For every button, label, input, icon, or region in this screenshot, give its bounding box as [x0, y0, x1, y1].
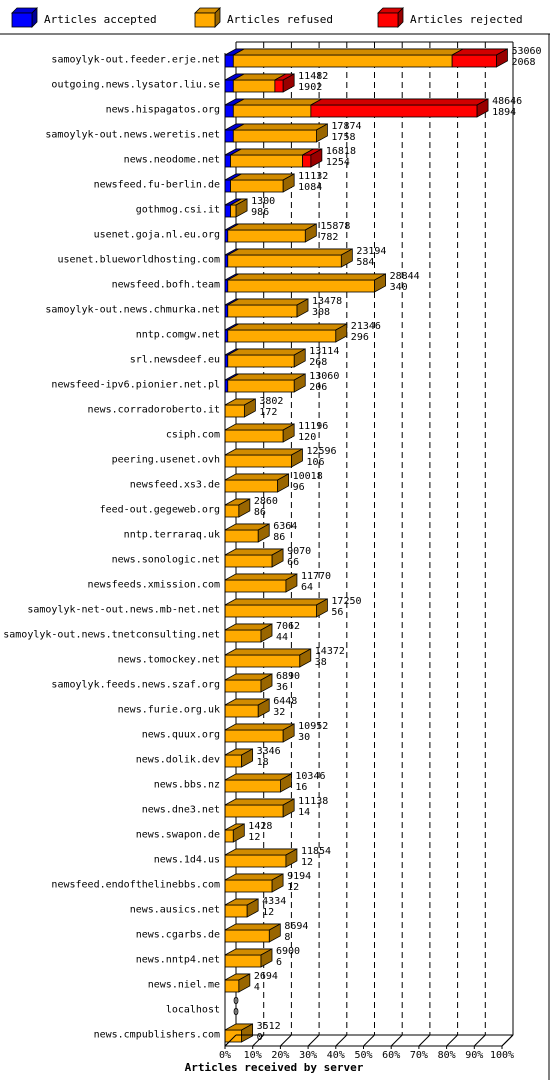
x-tick-label: 10%	[243, 1050, 262, 1061]
value-secondary: 1254	[325, 157, 350, 168]
refused-segment	[231, 155, 303, 167]
value-total: 28844	[389, 271, 420, 282]
value-total: 8694	[284, 921, 309, 932]
bar-row	[124, 146, 356, 168]
value-total: 14372	[314, 646, 345, 657]
value-secondary: 296	[350, 332, 369, 343]
x-tick-label: 20%	[271, 1050, 290, 1061]
refused-segment	[228, 355, 294, 367]
server-label: peering.usenet.ovh	[111, 454, 220, 466]
value-secondary: 16	[295, 782, 308, 793]
bar-row	[142, 721, 329, 743]
value-secondary: 1902	[298, 82, 323, 93]
server-label: nntp.comgw.net	[135, 329, 220, 341]
refused-segment	[231, 205, 237, 217]
refused-segment	[228, 330, 336, 342]
value-total: 2860	[253, 496, 278, 507]
refused-segment-top	[225, 849, 297, 855]
value-total: 16818	[325, 146, 356, 157]
value-total: 2694	[253, 971, 278, 982]
axis-corner-right	[502, 1035, 513, 1046]
bar-row	[130, 896, 287, 918]
server-label: nntp.terraraq.uk	[123, 529, 220, 541]
value-total: 10952	[298, 721, 329, 732]
value-total: 48646	[492, 96, 523, 107]
refused-segment	[225, 930, 269, 942]
refused-segment-top	[228, 324, 347, 330]
rejected-segment	[311, 105, 477, 117]
refused-segment-top	[233, 124, 327, 130]
value-secondary: 1894	[492, 107, 517, 118]
server-label: samoylyk-out.news.tnetconsulting.net	[3, 629, 220, 641]
server-label: srl.newsdeef.eu	[129, 354, 220, 366]
refused-segment	[225, 705, 258, 717]
refused-segment	[233, 55, 452, 67]
refused-segment	[228, 255, 342, 267]
refused-segment-top	[228, 249, 353, 255]
rejected-segment	[452, 55, 496, 67]
refused-segment-top	[228, 299, 308, 305]
refused-segment	[233, 105, 311, 117]
refused-segment	[225, 455, 291, 467]
bar-row	[106, 96, 523, 118]
bar-row	[94, 171, 329, 193]
refused-segment	[225, 980, 239, 992]
value-total: 23194	[356, 246, 387, 257]
refused-segment-top	[228, 274, 386, 280]
x-tick-label: 50%	[354, 1050, 373, 1061]
server-label: news.cmpublishers.com	[93, 1029, 220, 1041]
value-total: 9070	[287, 546, 312, 557]
refused-segment-top	[233, 99, 322, 105]
refused-segment	[225, 405, 244, 417]
bar-row	[148, 971, 278, 993]
refused-segment-top	[225, 799, 294, 805]
value-total: 0	[233, 996, 240, 1007]
refused-segment	[225, 680, 261, 692]
value-secondary: 172	[259, 407, 278, 418]
bar-row	[118, 646, 345, 668]
server-label: samoylyk.feeds.news.szaf.org	[51, 679, 220, 691]
value-total: 21346	[350, 321, 381, 332]
value-total: 6890	[276, 671, 301, 682]
bar-row	[136, 821, 273, 843]
value-secondary: 0	[256, 1032, 263, 1043]
value-secondary: 4	[253, 982, 260, 993]
value-secondary: 66	[287, 557, 300, 568]
bar-row	[136, 946, 300, 968]
value-secondary: 206	[309, 382, 328, 393]
x-tick-label: 30%	[299, 1050, 318, 1061]
chart-bars	[3, 46, 541, 1043]
bar-row	[130, 346, 340, 368]
value-secondary: 64	[300, 582, 313, 593]
floor-tick	[391, 1035, 402, 1046]
bar-row	[57, 246, 386, 268]
value-secondary: 0	[233, 1007, 240, 1018]
value-secondary: 86	[273, 532, 286, 543]
accepted-segment	[225, 180, 231, 192]
bar-row	[88, 396, 284, 418]
refused-segment-top	[225, 574, 297, 580]
refused-segment	[228, 380, 294, 392]
rejected-segment-top	[311, 99, 488, 105]
bar-row	[94, 1021, 281, 1043]
x-tick-label: 90%	[465, 1050, 484, 1061]
bar-row	[94, 221, 351, 243]
legend-label: Articles accepted	[44, 13, 157, 26]
refused-segment	[225, 630, 261, 642]
value-total: 3512	[256, 1021, 281, 1032]
server-label: news.swapon.de	[135, 829, 220, 841]
value-secondary: 986	[251, 207, 270, 218]
refused-segment	[225, 1030, 242, 1042]
bar-row	[51, 871, 311, 893]
value-secondary: 12	[248, 832, 261, 843]
value-secondary: 86	[253, 507, 266, 518]
chart-legend	[12, 8, 523, 27]
refused-segment-top	[233, 49, 463, 55]
legend-swatch	[195, 13, 215, 27]
server-label: news.dolik.dev	[135, 754, 220, 766]
bar-row	[3, 621, 300, 643]
x-axis-label: Articles received by server	[184, 1061, 364, 1074]
refused-segment-top	[231, 149, 314, 155]
value-secondary: 340	[389, 282, 408, 293]
server-label: gothmog.csi.it	[135, 204, 220, 216]
floor-tick	[280, 1035, 291, 1046]
bar-row	[154, 771, 326, 793]
refused-segment	[228, 305, 297, 317]
floor-tick	[364, 1035, 375, 1046]
server-label: samoylyk-out.news.chmurka.net	[45, 304, 220, 316]
bar-row	[136, 321, 381, 343]
refused-segment	[225, 605, 316, 617]
value-secondary: 8	[284, 932, 291, 943]
x-tick-label: 60%	[382, 1050, 401, 1061]
value-total: 12596	[306, 446, 337, 457]
value-secondary: 32	[273, 707, 286, 718]
bar-row	[166, 996, 239, 1018]
value-secondary: 1084	[298, 182, 323, 193]
bar-row	[166, 421, 328, 443]
bar-row	[118, 696, 298, 718]
value-secondary: 584	[356, 257, 375, 268]
floor-tick	[447, 1035, 458, 1046]
refused-segment	[225, 530, 258, 542]
server-label: news.bbs.nz	[153, 779, 220, 791]
server-label: news.dne3.net	[141, 804, 220, 816]
legend-label: Articles rejected	[410, 13, 523, 26]
refused-segment	[225, 780, 280, 792]
value-total: 4334	[262, 896, 287, 907]
bar-row	[112, 446, 337, 468]
value-secondary: 30	[298, 732, 311, 743]
floor-tick	[419, 1035, 430, 1046]
refused-segment	[228, 230, 306, 242]
refused-segment	[225, 730, 283, 742]
value-total: 6448	[273, 696, 298, 707]
value-total: 6900	[276, 946, 301, 957]
legend-swatch	[378, 13, 398, 27]
refused-segment-top	[228, 224, 317, 230]
refused-segment	[225, 755, 242, 767]
value-total: 11854	[300, 846, 332, 857]
bar-row	[124, 521, 298, 543]
value-total: 11196	[298, 421, 329, 432]
refused-segment-top	[225, 599, 327, 605]
value-secondary: 106	[306, 457, 325, 468]
x-tick-label: 40%	[326, 1050, 345, 1061]
value-secondary: 56	[331, 607, 344, 618]
value-total: 7062	[276, 621, 301, 632]
value-total: 10018	[292, 471, 323, 482]
value-total: 17874	[331, 121, 362, 132]
bar-row	[88, 571, 332, 593]
refused-segment	[233, 80, 275, 92]
server-label: usenet.goja.nl.eu.org	[93, 229, 220, 241]
refused-segment	[225, 480, 278, 492]
floor-tick	[308, 1035, 319, 1046]
value-total: 53060	[511, 46, 542, 57]
value-secondary: 2068	[511, 57, 536, 68]
value-secondary: 12	[300, 857, 313, 868]
accepted-segment	[225, 80, 233, 92]
refused-segment-top	[228, 374, 305, 380]
value-secondary: 12	[287, 882, 300, 893]
bar-row	[100, 496, 278, 518]
accepted-segment	[225, 105, 233, 117]
value-total: 3802	[259, 396, 284, 407]
bar-row	[51, 46, 541, 68]
value-secondary: 14	[298, 807, 311, 818]
floor-tick	[474, 1035, 485, 1046]
value-total: 6364	[273, 521, 298, 532]
server-label: news.ausics.net	[129, 904, 220, 916]
value-total: 15878	[320, 221, 351, 232]
server-label: news.hispagatos.org	[105, 104, 220, 116]
accepted-segment	[225, 205, 231, 217]
x-tick-label: 70%	[409, 1050, 428, 1061]
value-total: 11132	[298, 171, 329, 182]
server-label: news.furie.org.uk	[117, 704, 220, 716]
refused-segment	[225, 655, 300, 667]
accepted-segment	[225, 130, 233, 142]
server-label: samoylyk-net-out.news.mb-net.net	[27, 604, 220, 616]
bar-row	[51, 671, 300, 693]
server-label: newsfeed.xs3.de	[129, 479, 220, 491]
bar-row	[130, 471, 323, 493]
server-label: news.1d4.us	[153, 854, 220, 866]
refused-segment	[225, 905, 247, 917]
server-label: samoylyk-out.news.weretis.net	[45, 129, 220, 141]
server-label: news.sonologic.net	[111, 554, 220, 566]
value-total: 11138	[298, 796, 329, 807]
refused-segment	[225, 555, 272, 567]
value-secondary: 44	[276, 632, 289, 643]
bar-row	[136, 921, 309, 943]
value-secondary: 120	[298, 432, 317, 443]
bar-row	[142, 796, 329, 818]
refused-segment	[228, 280, 375, 292]
refused-segment-top	[225, 724, 294, 730]
server-label: feed-out.gegeweb.org	[99, 504, 220, 516]
server-label: news.cgarbs.de	[135, 929, 220, 941]
server-label: localhost	[165, 1004, 220, 1016]
value-total: 13060	[309, 371, 340, 382]
value-total: 17250	[331, 596, 362, 607]
value-secondary: 308	[312, 307, 331, 318]
bar-row	[112, 546, 312, 568]
refused-segment	[231, 180, 284, 192]
value-total: 13478	[312, 296, 343, 307]
bar-row	[27, 596, 361, 618]
rejected-segment	[275, 80, 283, 92]
bar-row	[136, 196, 275, 218]
server-label: newsfeed.endofthelinebbs.com	[51, 879, 220, 891]
server-label: outgoing.news.lysator.liu.se	[51, 79, 220, 91]
server-label: newsfeeds.xmission.com	[87, 579, 220, 591]
value-total: 1300	[251, 196, 276, 207]
refused-segment	[225, 855, 286, 867]
value-total: 1428	[248, 821, 273, 832]
value-secondary: 96	[292, 482, 305, 493]
value-total: 13114	[309, 346, 340, 357]
server-label: newsfeed.fu-berlin.de	[93, 179, 220, 191]
refused-segment	[225, 580, 286, 592]
bar-row	[136, 746, 281, 768]
value-secondary: 1758	[331, 132, 356, 143]
server-label: csiph.com	[165, 429, 220, 441]
value-secondary: 38	[314, 657, 327, 668]
value-total: 11482	[298, 71, 329, 82]
bar-row	[51, 371, 339, 393]
server-label: news.nntp4.net	[135, 954, 220, 966]
refused-segment	[225, 430, 283, 442]
value-total: 3346	[256, 746, 281, 757]
legend-label: Articles refused	[227, 13, 333, 26]
bar-row	[51, 71, 328, 93]
bar-row	[154, 846, 331, 868]
refused-segment	[225, 955, 261, 967]
server-label: news.corradoroberto.it	[87, 404, 220, 416]
value-total: 10346	[295, 771, 326, 782]
refused-segment-top	[228, 349, 305, 355]
refused-segment	[225, 830, 233, 842]
x-tick-label: 0%	[218, 1050, 232, 1061]
bar-row	[45, 121, 361, 143]
x-tick-label: 100%	[489, 1050, 515, 1061]
floor-tick	[336, 1035, 347, 1046]
server-label: news.neodome.net	[123, 154, 220, 166]
value-secondary: 12	[262, 907, 275, 918]
refused-segment	[225, 880, 272, 892]
refused-segment-top	[225, 424, 294, 430]
server-label: news.quux.org	[141, 729, 220, 741]
x-tick-label: 80%	[437, 1050, 456, 1061]
server-label: news.tomockey.net	[117, 654, 220, 666]
server-label: samoylyk-out.feeder.erje.net	[51, 54, 220, 66]
value-secondary: 18	[256, 757, 269, 768]
server-label: usenet.blueworldhosting.com	[57, 254, 220, 266]
value-secondary: 6	[276, 957, 283, 968]
accepted-segment	[225, 55, 233, 67]
refused-segment	[233, 130, 316, 142]
bar-row	[45, 296, 342, 318]
server-label: newsfeed.bofh.team	[111, 279, 220, 291]
legend-swatch	[12, 13, 32, 27]
value-total: 11770	[300, 571, 332, 582]
rejected-segment	[303, 155, 311, 167]
refused-segment-top	[225, 649, 311, 655]
value-secondary: 782	[320, 232, 339, 243]
value-total: 9194	[287, 871, 312, 882]
refused-segment-top	[225, 449, 302, 455]
server-label: newsfeed-ipv6.pionier.net.pl	[51, 379, 220, 391]
refused-segment	[225, 505, 239, 517]
bar-row	[112, 271, 420, 293]
server-label: news.niel.me	[147, 979, 220, 991]
refused-segment	[225, 805, 283, 817]
value-secondary: 268	[309, 357, 328, 368]
accepted-segment	[225, 155, 231, 167]
value-secondary: 36	[276, 682, 289, 693]
